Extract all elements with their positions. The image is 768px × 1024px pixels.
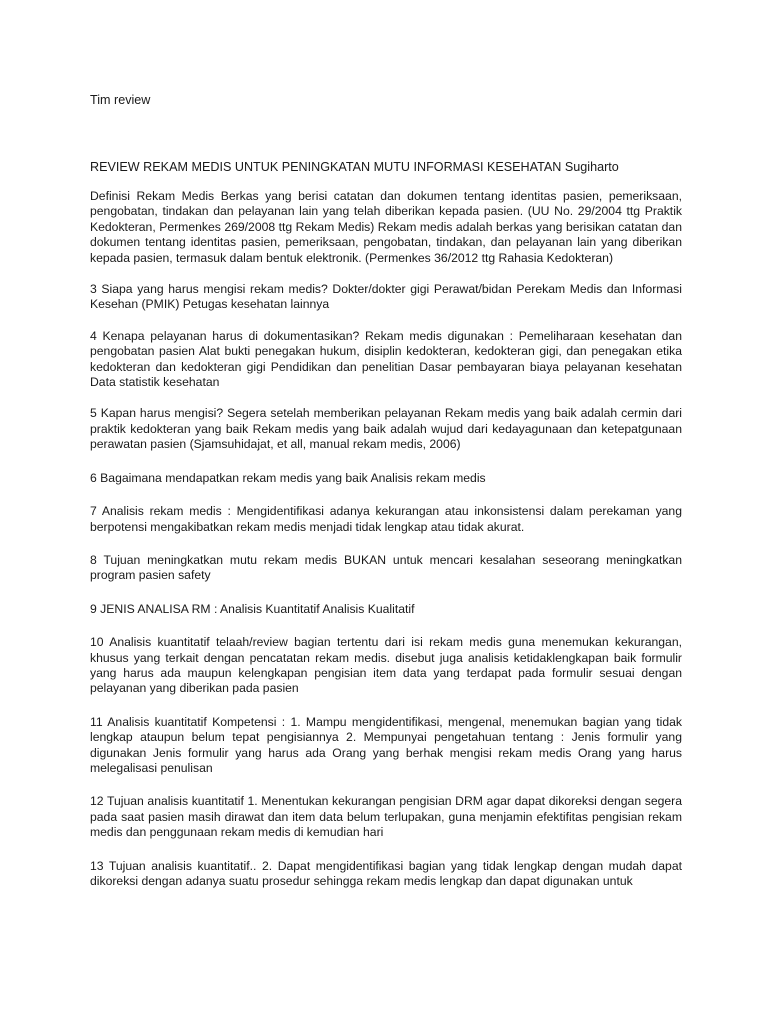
paragraph-11: 11 Analisis kuantitatif Kompetensi : 1. Mampu mengidentifikasi, mengenal, menemukan bagian yang tidak lengkap ataupun belum tepat pengisiannya 2. Mempunyai pengetahuan tentang : Jenis formulir yang digunakan Jenis formulir yang harus ada Orang yang berhak mengisi rekam medis Orang yang harus melegalisasi penulisan	[90, 714, 682, 775]
paragraph-definition: Definisi Rekam Medis Berkas yang berisi catatan dan dokumen tentang identitas pasien, pemeriksaan, pengobatan, tindakan dan pelayanan lain yang telah diberikan kepada pasien. (UU No. 29/2004 ttg Praktik Kedokteran, Permenkes 269/2008 ttg Rekam Medis) Rekam medis adalah berkas yang berisikan catatan dan dokumen tentang identitas pasien, pemeriksaan, pengobatan, tindakan, dan pelayanan lain yang diberikan kepada pasien, termasuk dalam bentuk elektronik. (Permenkes 36/2012 ttg Rahasia Kedokteran)	[90, 189, 682, 265]
paragraph-5: 5 Kapan harus mengisi? Segera setelah memberikan pelayanan Rekam medis yang baik adalah cermin dari praktik kedokteran yang baik Rekam medis yang baik adalah wujud dari kedayagunaan dan ketepatgunaan perawatan pasien (Sjamsuhidajat, et all, manual rekam medis, 2006)	[90, 406, 682, 452]
paragraph-3: 3 Siapa yang harus mengisi rekam medis? Dokter/dokter gigi Perawat/bidan Perekam Medis dan Informasi Kesehan (PMIK) Petugas kesehatan lainnya	[90, 282, 682, 312]
author-line: Tim review	[90, 93, 151, 107]
paragraph-9: 9 JENIS ANALISA RM : Analisis Kuantitatif Analisis Kualitatif	[90, 601, 415, 616]
paragraph-10: 10 Analisis kuantitatif telaah/review bagian tertentu dari isi rekam medis guna menemukan kekurangan, khusus yang terkait dengan pencatatan rekam medis. disebut juga analisis ketidaklengkapan baik formulir yang harus ada maupun kelengkapan pengisian item data yang terdapat pada formulir sesuai dengan pelayanan yang diberikan pada pasien	[90, 635, 682, 696]
paragraph-4: 4 Kenapa pelayanan harus di dokumentasikan? Rekam medis digunakan : Pemeliharaan kesehatan dan pengobatan pasien Alat bukti penegakan hukum, disiplin kedokteran, kedokteran gigi, dan penegakan etika kedokteran dan kedokteran gigi Pendidikan dan penelitian Dasar pembayaran biaya pelayanan kesehatan Data statistik kesehatan	[90, 328, 682, 390]
paragraph-13: 13 Tujuan analisis kuantitatif.. 2. Dapat mengidentifikasi bagian yang tidak lengkap dengan mudah dapat dikoreksi dengan adanya suatu prosedur sehingga rekam medis lengkap dan dapat digunakan untuk	[90, 858, 682, 888]
paragraph-8: 8 Tujuan meningkatkan mutu rekam medis BUKAN untuk mencari kesalahan seseorang meningkatkan program pasien safety	[90, 552, 682, 583]
paragraph-12: 12 Tujuan analisis kuantitatif 1. Menentukan kekurangan pengisian DRM agar dapat dikoreksi dengan segera pada saat pasien masih dirawat dan item data belum terlupakan, guna menjamin efektifitas pengisian rekam medis dan penggunaan rekam medis di kemudian hari	[90, 794, 682, 840]
paragraph-6: 6 Bagaimana mendapatkan rekam medis yang baik Analisis rekam medis	[90, 470, 486, 485]
paragraph-7: 7 Analisis rekam medis : Mengidentifikasi adanya kekurangan atau inkonsistensi dalam perekaman yang berpotensi mengakibatkan rekam medis menjadi tidak lengkap atau tidak akurat.	[90, 504, 682, 534]
document-title: REVIEW REKAM MEDIS UNTUK PENINGKATAN MUTU INFORMASI KESEHATAN Sugiharto	[90, 160, 619, 174]
